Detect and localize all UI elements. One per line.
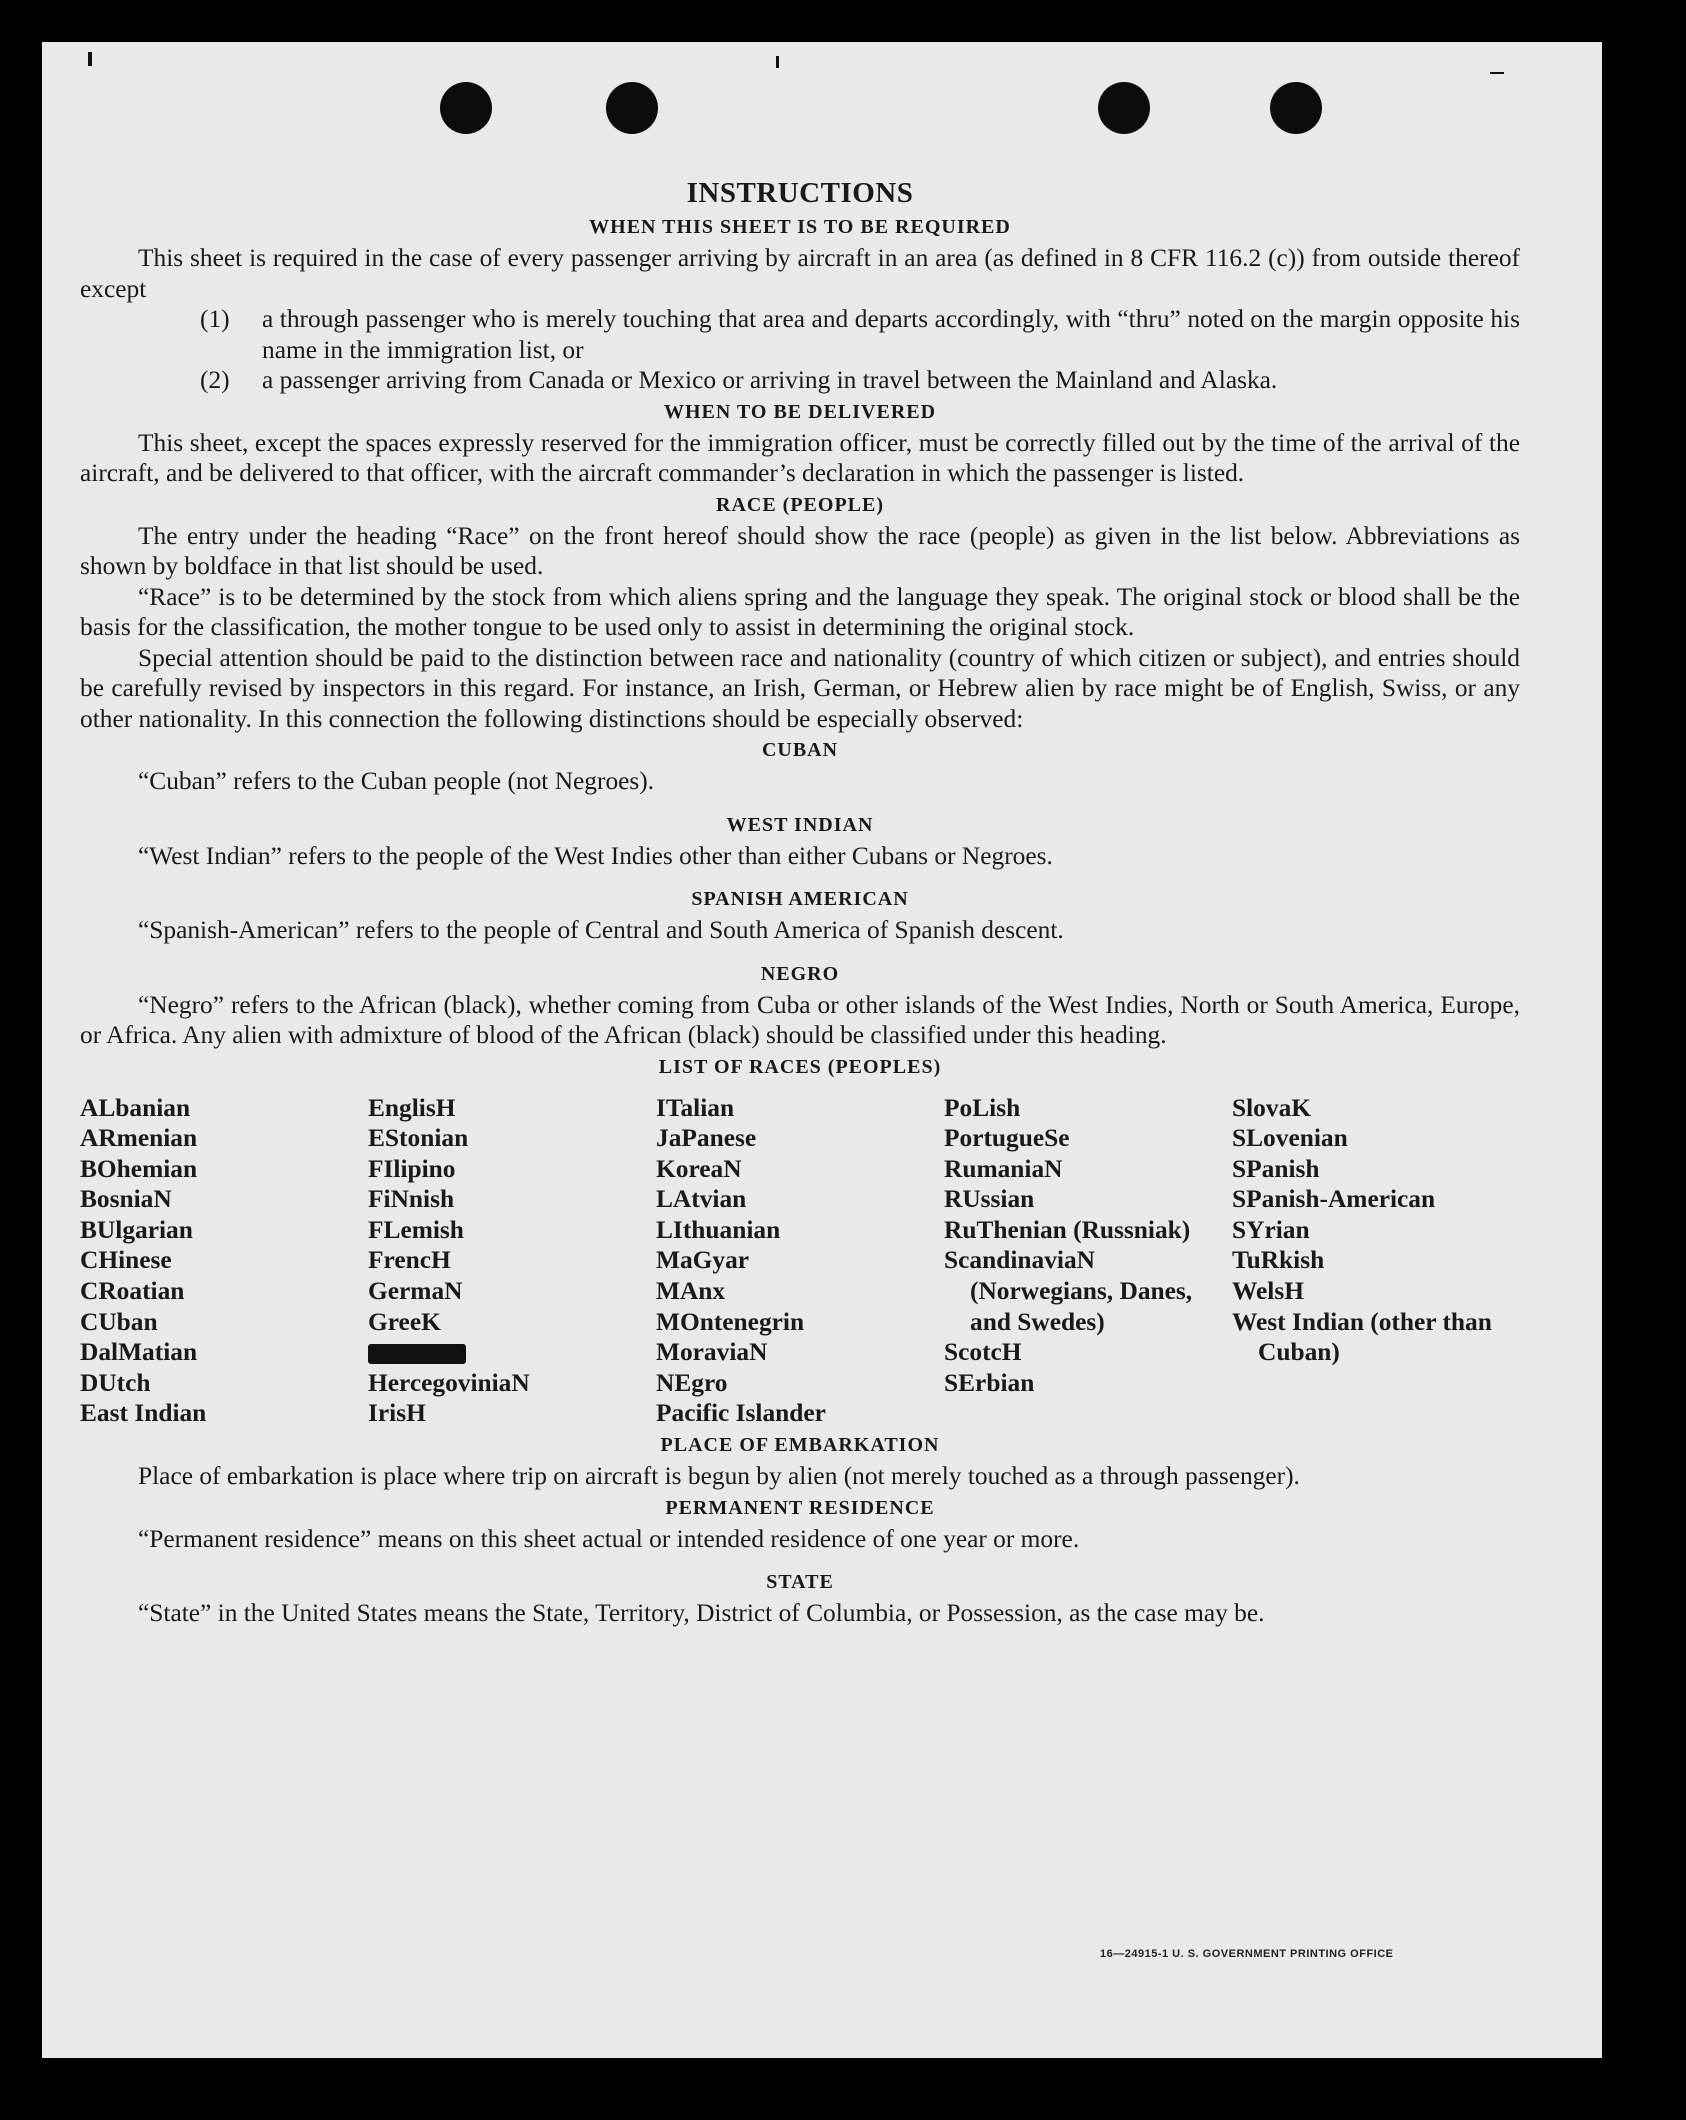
instructions-body <box>80 175 1520 1629</box>
race-entry: LAtvian <box>656 1185 747 1214</box>
race-entry: SLovenian <box>1232 1124 1348 1153</box>
punch-hole <box>1098 82 1150 134</box>
race-entry: ARmenian <box>80 1124 198 1153</box>
paragraph: “Spanish-American” refers to the people of Central and South America of Spanish descent. <box>138 916 1064 944</box>
races-column <box>656 1093 944 1430</box>
paragraph: Place of embarkation is place where trip on aircraft is begun by alien (not merely touched as a through passenger). <box>138 1462 1300 1491</box>
race-entry: CUban <box>80 1307 158 1336</box>
race-entry: MAnx <box>656 1277 726 1306</box>
race-entry: HercegoviniaN <box>368 1368 530 1397</box>
race-entry: FLemish <box>368 1215 464 1244</box>
race-entry: ScandinaviaN (Norwegians, Danes, and Swedes) <box>944 1246 1193 1336</box>
race-entry: DUtch <box>80 1368 151 1397</box>
race-entry: SPanish <box>1232 1154 1320 1183</box>
race-entry: RumaniaN <box>944 1154 1063 1183</box>
scan-mark <box>776 56 779 68</box>
races-column <box>1232 1093 1520 1430</box>
race-entry: BOhemian <box>80 1154 198 1183</box>
race-entry: KoreaN <box>656 1154 742 1183</box>
race-entry: MaGyar <box>656 1246 750 1275</box>
list-item: (1) a through passenger who is merely touching that area and departs accordingly, with “thru” noted on the margin opposite his name in the immigration list, or <box>200 305 1520 364</box>
paragraph: “State” in the United States means the State, Territory, District of Columbia, or Possession, as the case may be. <box>138 1599 1265 1628</box>
printer-imprint: 16—24915-1 U. S. GOVERNMENT PRINTING OFFICE <box>1100 1948 1394 1960</box>
section-heading: SPANISH AMERICAN <box>691 888 909 910</box>
punch-hole <box>606 82 658 134</box>
race-entry: WelsH <box>1232 1277 1304 1306</box>
race-entry: DalMatian <box>80 1338 198 1367</box>
paragraph: This sheet, except the spaces expressly reserved for the immigration officer, must be correctly filled out by the time of the arrival of the aircraft, and be delivered to that officer, with the aircraft commander’s declaration in which the passenger is listed. <box>80 428 1520 487</box>
race-entry: JaPanese <box>656 1124 757 1153</box>
race-entry: ALbanian <box>80 1093 191 1122</box>
race-entry: SlovaK <box>1232 1093 1312 1122</box>
race-entry: SPanish-American <box>1232 1185 1436 1214</box>
race-entry: PoLish <box>944 1093 1021 1122</box>
race-entry: FrencH <box>368 1246 451 1275</box>
punch-hole <box>440 82 492 134</box>
punch-hole <box>1270 82 1322 134</box>
paragraph: Special attention should be paid to the distinction between race and nationality (country of which citizen or subject), and entries should be carefully revised by inspectors in this regard. For instance, an Irish, German, or Hebrew alien by race might be of English, Swiss, or any other nationality. In this connection the following distinctions should be especially observed: <box>80 643 1520 733</box>
race-entry: BUlgarian <box>80 1215 193 1244</box>
paragraph: The entry under the heading “Race” on the front hereof should show the race (people) as given in the list below. Abbreviations as shown by boldface in that list should be used. <box>80 521 1520 580</box>
section-heading: STATE <box>766 1571 834 1594</box>
section-heading: PERMANENT RESIDENCE <box>665 1496 935 1519</box>
race-entry: MoraviaN <box>656 1338 768 1367</box>
race-entry: CRoatian <box>80 1277 185 1306</box>
race-entry: GermaN <box>368 1277 463 1306</box>
section-heading: NEGRO <box>760 962 840 985</box>
race-entry: Pacific Islander <box>656 1399 826 1428</box>
race-entry: PortugueSe <box>944 1124 1070 1153</box>
redacted-entry <box>368 1337 656 1368</box>
race-entry: GreeK <box>368 1307 441 1336</box>
race-entry: SYrian <box>1232 1215 1310 1244</box>
races-column <box>80 1093 368 1430</box>
redaction-mark <box>368 1344 466 1364</box>
document-sheet <box>42 42 1602 2058</box>
race-entry: MOntenegrin <box>656 1307 805 1336</box>
list-item: (2) a passenger arriving from Canada or Mexico or arriving in travel between the Mainland and Alaska. <box>200 366 1278 394</box>
section-heading: LIST OF RACES (PEOPLES) <box>658 1055 942 1078</box>
section-heading: WHEN TO BE DELIVERED <box>663 400 937 423</box>
race-entry: IrisH <box>368 1399 426 1428</box>
race-entry: FIlipino <box>368 1154 456 1183</box>
page-title: INSTRUCTIONS <box>686 177 914 209</box>
race-entry: ScotcH <box>944 1338 1022 1367</box>
section-heading: WEST INDIAN <box>726 813 874 836</box>
race-entry: NEgro <box>656 1368 728 1397</box>
paragraph: “Permanent residence” means on this sheet actual or intended residence of one year or more. <box>138 1524 1080 1553</box>
scan-mark <box>1490 72 1504 74</box>
races-list <box>80 1093 1520 1430</box>
race-entry: TuRkish <box>1232 1246 1325 1275</box>
races-column <box>944 1093 1232 1430</box>
scan-mark <box>88 52 92 66</box>
race-entry: CHinese <box>80 1246 172 1275</box>
race-entry: BosniaN <box>80 1185 172 1214</box>
section-heading: WHEN THIS SHEET IS TO BE REQUIRED <box>589 216 1011 238</box>
paragraph: “West Indian” refers to the people of the West Indies other than either Cubans or Negroes. <box>138 841 1053 870</box>
section-heading: CUBAN <box>761 739 839 761</box>
paragraph: This sheet is required in the case of every passenger arriving by aircraft in an area (as defined in 8 CFR 116.2 (c)) from outside thereof except <box>80 244 1520 303</box>
race-entry: FiNnish <box>368 1185 455 1214</box>
race-entry: West Indian (other than Cuban) <box>1232 1307 1492 1367</box>
race-entry: SErbian <box>944 1368 1035 1397</box>
race-entry: EStonian <box>368 1124 469 1153</box>
race-entry: RUssian <box>944 1185 1035 1214</box>
race-entry: ITalian <box>656 1093 735 1122</box>
section-heading: RACE (PEOPLE) <box>716 493 884 516</box>
race-entry: East Indian <box>80 1399 207 1428</box>
race-entry: RuThenian (Russniak) <box>944 1215 1191 1244</box>
paragraph: “Race” is to be determined by the stock from which aliens spring and the language they speak. The original stock or blood shall be the basis for the classification, the mother tongue to be used only to assist in determining the original stock. <box>80 582 1520 641</box>
races-column <box>368 1093 656 1430</box>
paragraph: “Negro” refers to the African (black), whether coming from Cuba or other islands of the West Indies, North or South America, Europe, or Africa. Any alien with admixture of blood of the African (black) should be classified under this heading. <box>80 990 1520 1049</box>
section-heading: PLACE OF EMBARKATION <box>660 1434 940 1457</box>
paragraph: “Cuban” refers to the Cuban people (not Negroes). <box>138 767 655 795</box>
race-entry: LIthuanian <box>656 1215 781 1244</box>
race-entry: EnglisH <box>368 1093 456 1122</box>
